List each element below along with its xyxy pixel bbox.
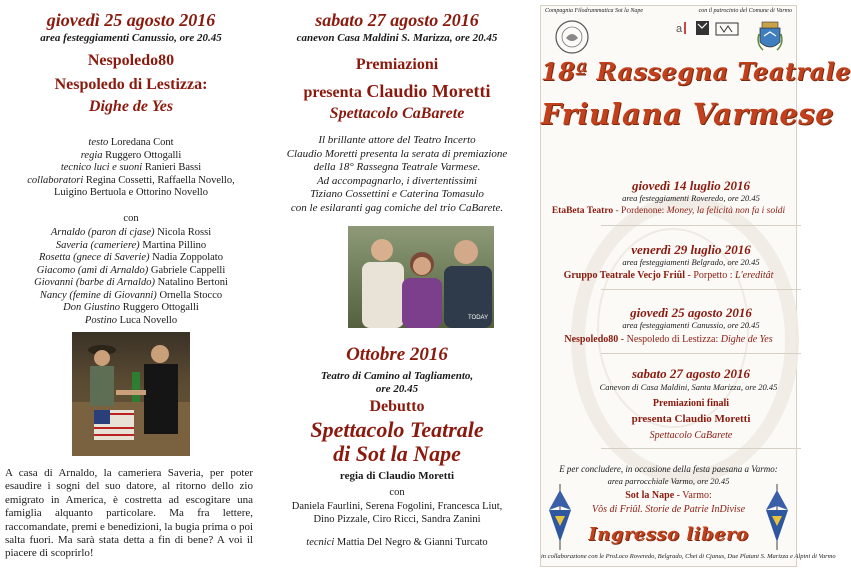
credits <box>0 137 262 200</box>
event-3-venue: area festeggiamenti Canussio, ore 20.45 <box>622 320 760 330</box>
cast-line: Giacomo (amì di Arnaldo) Gabriele Cappelli <box>36 264 226 276</box>
con-label: con <box>389 487 405 498</box>
credit-line: Luigino Bertuola e Ottorino Novello <box>54 187 208 198</box>
desc-line: della 18° Rassegna Teatrale Varmese. <box>313 161 481 173</box>
cast-line: Saveria (cameriere) Martina Pillino <box>55 239 207 251</box>
october-date: Ottobre 2016 <box>346 344 448 365</box>
event-1-date: giovedì 14 luglio 2016 <box>631 178 751 193</box>
event-1-show: Money, la felicità non fa i soldi <box>666 206 786 216</box>
october-time: ore 20.45 <box>375 383 419 395</box>
closing-company: Sot la Nape <box>625 490 675 501</box>
free-entry: Ingresso libero <box>588 524 749 545</box>
credit-line: testo Loredana Cont <box>88 137 174 148</box>
desc-line: Il brillante attore del Teatro Incerto <box>318 134 476 146</box>
cabaret-show: Spettacolo CaBarete <box>329 105 465 122</box>
cast-line: Don Giustino Ruggero Ottogalli <box>63 302 199 313</box>
event-venue: canevon Casa Maldini S. Marizza, ore 20.45 <box>296 32 498 44</box>
svg-text:a: a <box>676 23 683 35</box>
cast-line: Arnaldo (paron di cjase) Nicola Rossi <box>50 227 212 238</box>
event-2-company: Gruppo Teatrale Vecjo Friûl <box>563 270 685 281</box>
event-4-presenter: presenta Claudio Moretti <box>631 413 751 425</box>
awards-heading: Premiazioni <box>355 56 439 73</box>
festival-title-line1: 18ª Rassegna Teatrale <box>541 57 851 86</box>
cast-line: Postino Luca Novello <box>84 314 178 326</box>
event-1-place: - Pordenone: <box>613 206 667 216</box>
desc-line: Ad accompagnarlo, i divertentissimi <box>316 174 478 187</box>
event-1-company: EtaBeta Teatro <box>551 206 614 216</box>
desc-line: Tiziano Cossettini e Caterina Tomasulo <box>310 188 484 200</box>
event-4-date: sabato 27 agosto 2016 <box>631 366 751 381</box>
presenter-name: Claudio Moretti <box>366 81 491 101</box>
event-3-line <box>541 333 796 346</box>
tech-label: tecnici <box>306 537 335 548</box>
closing-venue: area parrocchiale Varmo, ore 20.45 <box>607 476 730 486</box>
closing-company-line <box>541 489 796 502</box>
event-1-venue: area festeggiamenti Roveredo, ore 20.45 <box>622 193 760 203</box>
event-4-show: Spettacolo CaBarete <box>649 430 733 441</box>
divider <box>601 353 801 354</box>
cast-line: Daniela Faurlini, Serena Fogolini, Francesca Liut, <box>291 501 503 512</box>
debut-show-line1: Spettacolo Teatrale <box>310 417 484 442</box>
event-2-place: - Porpetto : <box>684 270 735 281</box>
event-date: sabato 27 agosto 2016 <box>315 10 479 30</box>
cast-line: Nancy (femine di Giovanni) Ornella Stocco <box>39 289 223 301</box>
column-2 <box>262 0 532 571</box>
event-date: giovedì 25 agosto 2016 <box>46 10 216 30</box>
divider <box>601 448 801 449</box>
event-2-date: venerdì 29 luglio 2016 <box>631 242 751 257</box>
cast-line: Rosetta (gnece di Saverie) Nadia Zoppolato <box>39 252 223 263</box>
event-2-show: L'ereditât <box>734 270 774 281</box>
event-3-place: - Nespoledo di Lestizza: <box>618 334 721 345</box>
director-line: regia di Claudio Moretti <box>339 470 455 482</box>
october-venue: Teatro di Camino al Tagliamento, <box>320 370 474 382</box>
debut-cast <box>262 500 532 526</box>
stage-photo <box>72 332 190 456</box>
event-3-show: Dighe de Yes <box>720 334 773 345</box>
description <box>262 134 532 215</box>
stage-photo-art <box>72 332 190 456</box>
event-3-company: Nespoledo80 <box>564 334 619 345</box>
presenta-word: presenta <box>303 84 362 101</box>
divider <box>601 225 801 226</box>
event-4-venue: Canevon di Casa Maldini, Santa Marizza, ore 20.45 <box>599 382 778 392</box>
event-venue: area festeggiamenti Canussio, ore 20.45 <box>40 32 222 44</box>
cast-line: Dino Pizzale, Ciro Ricci, Sandra Zanini <box>313 514 481 525</box>
event-2-venue: area festeggiamenti Belgrado, ore 20.45 <box>622 257 760 267</box>
theatre-seal-icon <box>555 18 589 56</box>
column-1 <box>0 0 262 571</box>
closing-place: - Varmo: <box>674 490 712 501</box>
cabaret-photo-art <box>348 226 494 328</box>
con-label: con <box>123 213 139 224</box>
event-4-awards: Premiazioni finali <box>652 398 730 409</box>
debut-show-line2: di Sot la Nape <box>333 441 461 466</box>
company-town: Nespoledo di Lestizza: <box>54 76 208 93</box>
debut-label: Debutto <box>369 398 425 415</box>
organizer-label: Compagnia Filodrammatica Sot la Nape <box>545 8 643 14</box>
technicians <box>262 537 532 548</box>
presenter-line <box>262 81 532 102</box>
cast-line: Giovanni (barbe di Arnaldo) Natalino Bertoni <box>34 277 228 288</box>
event-1-line <box>541 205 796 218</box>
company-name: Nespoledo80 <box>87 52 175 69</box>
credit-line: collaboratori Regina Cossetti, Raffaella Novello, <box>27 174 235 186</box>
event-3-date: giovedì 25 agosto 2016 <box>630 305 752 320</box>
varmo-coat-of-arms-icon <box>757 20 783 54</box>
collaborators-footer: in collaborazione con le ProLoco Roveredo, Belgrado, Chei di Cjanus, Due Platani S. Marizza e Alpini di Varmo <box>541 553 836 560</box>
credit-line: regia Ruggero Ottogalli <box>80 149 182 161</box>
tech-names: Mattia Del Negro & Gianni Turcato <box>336 537 488 548</box>
program-poster <box>540 5 851 567</box>
patronage-label: con il patrocinio del Comune di Varmo <box>698 8 792 14</box>
credit-line: tecnico luci e suoni Ranieri Bassi <box>60 162 202 173</box>
cabaret-photo <box>348 226 494 328</box>
divider <box>601 289 801 290</box>
synopsis: A casa di Arnaldo, la cameriera Saveria, per poter esaudire i sogni del suo datore, al ritorno dello zio emigrato in America, è costretta ad escogitare una famiglia alquanto particolare. Ma fra lettere, raccomandate, premi e benedizioni, la bugia prima o poi salta fuori. Ma sarà stata detta a fin di bene? A voi il piacere di scoprirlo! <box>5 467 254 560</box>
festival-title-line2: Friulana Varmese <box>541 97 835 131</box>
event-2-line <box>541 269 796 282</box>
desc-line: con le esilaranti gag comiche del trio CaBarete. <box>290 201 504 214</box>
shirt-print: TODAY <box>468 315 489 321</box>
show-title: Dighe de Yes <box>88 98 174 115</box>
desc-line: Claudio Moretti presenta la serata di premiazione <box>286 147 508 160</box>
closing-show: Vôs di Friûl. Storie de Patrie InDivise <box>591 504 746 515</box>
partner-logos-icon <box>674 18 744 40</box>
closing-intro: E per concludere, in occasione della festa paesana a Varmo: <box>559 464 778 474</box>
cast-list <box>0 227 262 327</box>
